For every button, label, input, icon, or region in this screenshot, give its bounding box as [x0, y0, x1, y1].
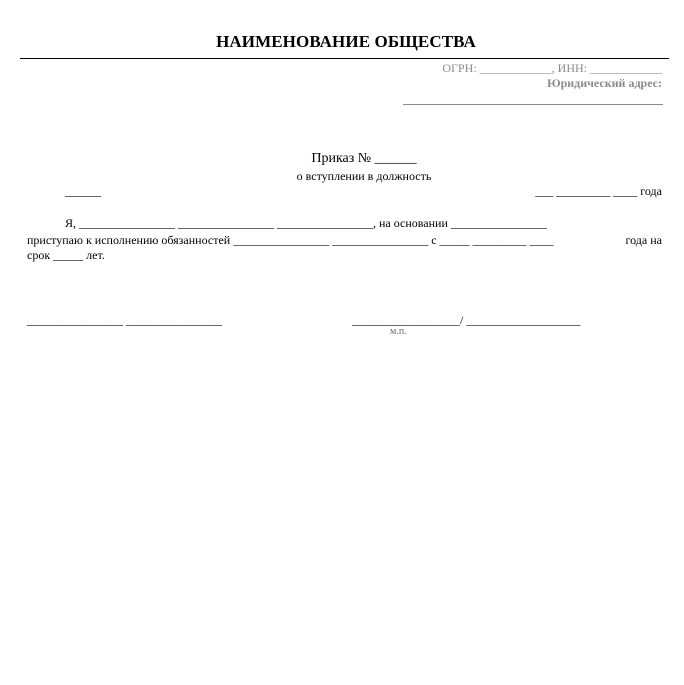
stamp-label: м.п.	[390, 326, 407, 337]
ogrn-inn-line: ОГРН: ____________, ИНН: ____________	[442, 61, 662, 75]
statement-line-2-text: приступаю к исполнению обязанностей ________________ ________________ с _____ _________ ____	[27, 233, 554, 247]
legal-address-label: Юридический адрес:	[547, 76, 662, 90]
order-subtitle: о вступлении в должность	[296, 169, 432, 183]
signature-director: __________________/ ___________________	[352, 313, 581, 327]
statement-line-1: Я, ________________ ________________ ________________, на основании ________________	[65, 216, 547, 230]
statement-line-2	[27, 233, 662, 248]
order-title: Приказ № ______	[311, 151, 417, 166]
header-divider	[20, 58, 669, 59]
city-blank: ______	[65, 184, 101, 198]
statement-line-3: срок _____ лет.	[27, 248, 105, 262]
signature-employee: ________________ ________________	[27, 313, 222, 327]
company-name: НАИМЕНОВАНИЕ ОБЩЕСТВА	[216, 32, 476, 51]
legal-address-field-line	[403, 104, 663, 105]
statement-line-2-end: года на	[625, 233, 662, 247]
order-date: ___ _________ ____ года	[535, 184, 662, 198]
